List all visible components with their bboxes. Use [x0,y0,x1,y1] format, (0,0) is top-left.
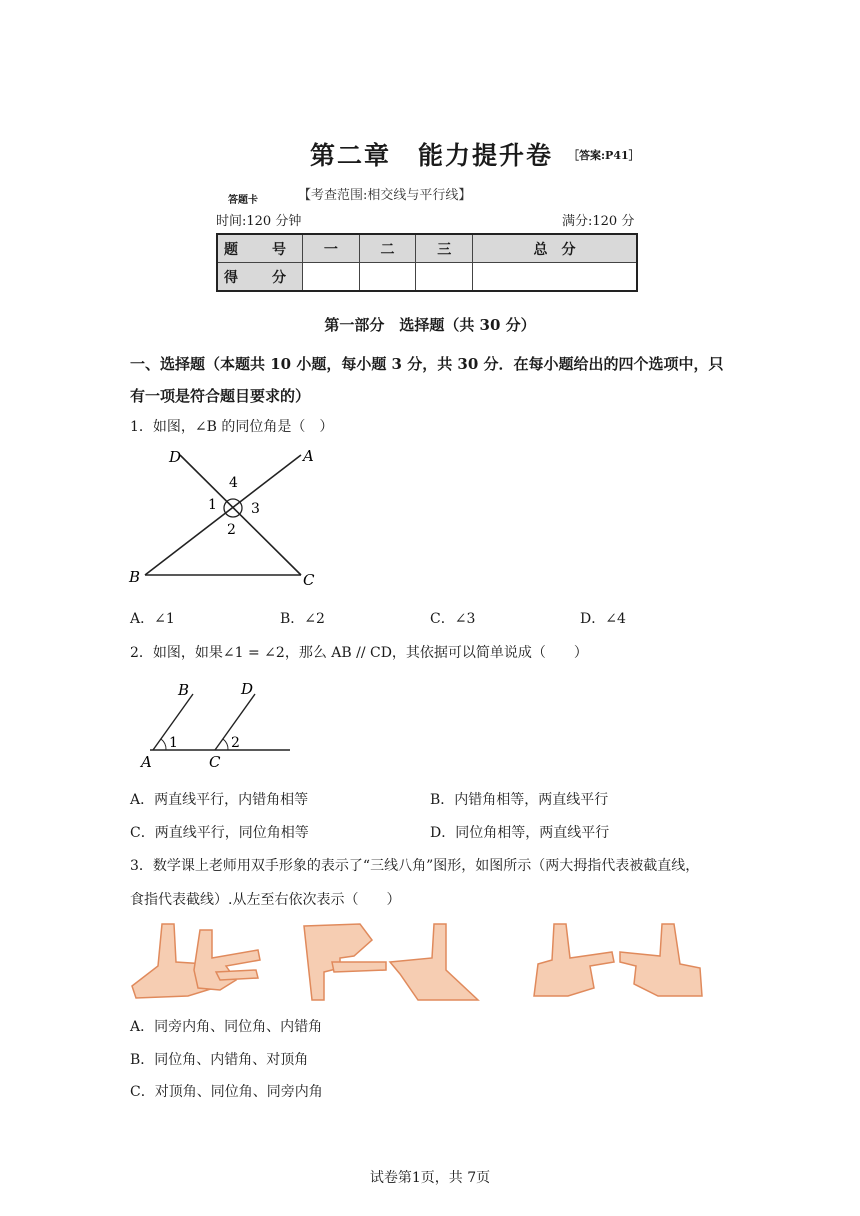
hand-gesture-1 [132,924,260,998]
q2-option-d[interactable]: D．同位角相等，两直线平行 [430,825,610,841]
q2-label-d: D [241,680,254,698]
q3-option-a[interactable]: A．同旁内角、同位角、内错角 [130,1019,323,1035]
score-table-header-row [217,234,637,263]
q2-option-c[interactable]: C．两直线平行，同位角相等 [130,825,309,841]
score-table [216,233,638,292]
q2-label-b: B [178,681,190,699]
q1-label-d: D [169,448,182,466]
q1-label-b: B [129,568,141,586]
q1-label-a: A [303,447,314,465]
q2-label-2: 2 [231,735,240,751]
q2-label-a: A [141,753,152,771]
question-1-stem: 1．如图，∠B 的同位角是（ ） [130,419,334,435]
score-cell[interactable] [303,263,360,292]
q1-label-1: 1 [208,497,217,513]
score-header-cell: 总 分 [473,234,637,263]
score-header-cell: 三 [416,234,473,263]
full-score: 满分:120 分 [562,214,635,229]
score-table-score-row [217,263,637,292]
hand-gesture-2 [304,924,478,1000]
question-3-stem-line-2: 食指代表截线）.从左至右依次表示（ ） [130,892,401,908]
question-3-stem-line-1: 3．数学课上老师用双手形象的表示了“三线八角”图形，如图所示（两大拇指代表被截直线， [130,858,700,874]
q2-label-1: 1 [169,735,178,751]
score-cell[interactable] [473,263,637,292]
section-title: 一、选择题（本题共 10 小题，每小题 3 分，共 30 分．在每小题给出的四个选项中，只有一项是符合题目要求的） [130,355,724,405]
score-cell[interactable] [359,263,416,292]
q1-label-4: 4 [229,475,238,491]
question-2-stem: 2．如图，如果∠1 = ∠2，那么 AB // CD，其依据可以简单说成（ ） [130,645,588,661]
q2-label-c: C [209,753,221,771]
q1-option-c[interactable]: C．∠3 [430,611,476,627]
score-header-cell: 一 [303,234,360,263]
q3-option-b[interactable]: B．同位角、内错角、对顶角 [130,1052,309,1068]
q2-option-a[interactable]: A．两直线平行，内错角相等 [130,792,309,808]
score-header-cell: 二 [359,234,416,263]
hand-gestures-figure [128,918,708,1006]
exam-scope: 【考查范围:相交线与平行线】 [298,188,472,203]
q1-label-3: 3 [251,501,260,517]
answer-reference: ［答案:P41］ [568,149,640,162]
answer-card-label: 答题卡 [228,195,258,206]
score-cell[interactable] [416,263,473,292]
exam-title: 第二章 能力提升卷 [310,141,554,170]
q1-option-b[interactable]: B．∠2 [280,611,325,627]
part-title: 第一部分 选择题（共 30 分） [324,316,536,334]
question-1-figure [125,445,335,595]
q2-option-b[interactable]: B．内错角相等，两直线平行 [430,792,609,808]
exam-time: 时间:120 分钟 [216,214,302,229]
page-footer: 试卷第1页，共 7页 [369,1170,491,1186]
score-header-cell: 题 号 [217,234,303,263]
score-row-label: 得 分 [217,263,303,292]
q1-label-2: 2 [227,522,236,538]
hand-gesture-3 [534,924,702,996]
q1-option-a[interactable]: A．∠1 [130,611,175,627]
question-2-figure [135,678,300,773]
q3-option-c[interactable]: C．对顶角、同位角、同旁内角 [130,1084,323,1100]
q1-option-d[interactable]: D．∠4 [580,611,626,627]
q1-label-c: C [303,571,315,589]
